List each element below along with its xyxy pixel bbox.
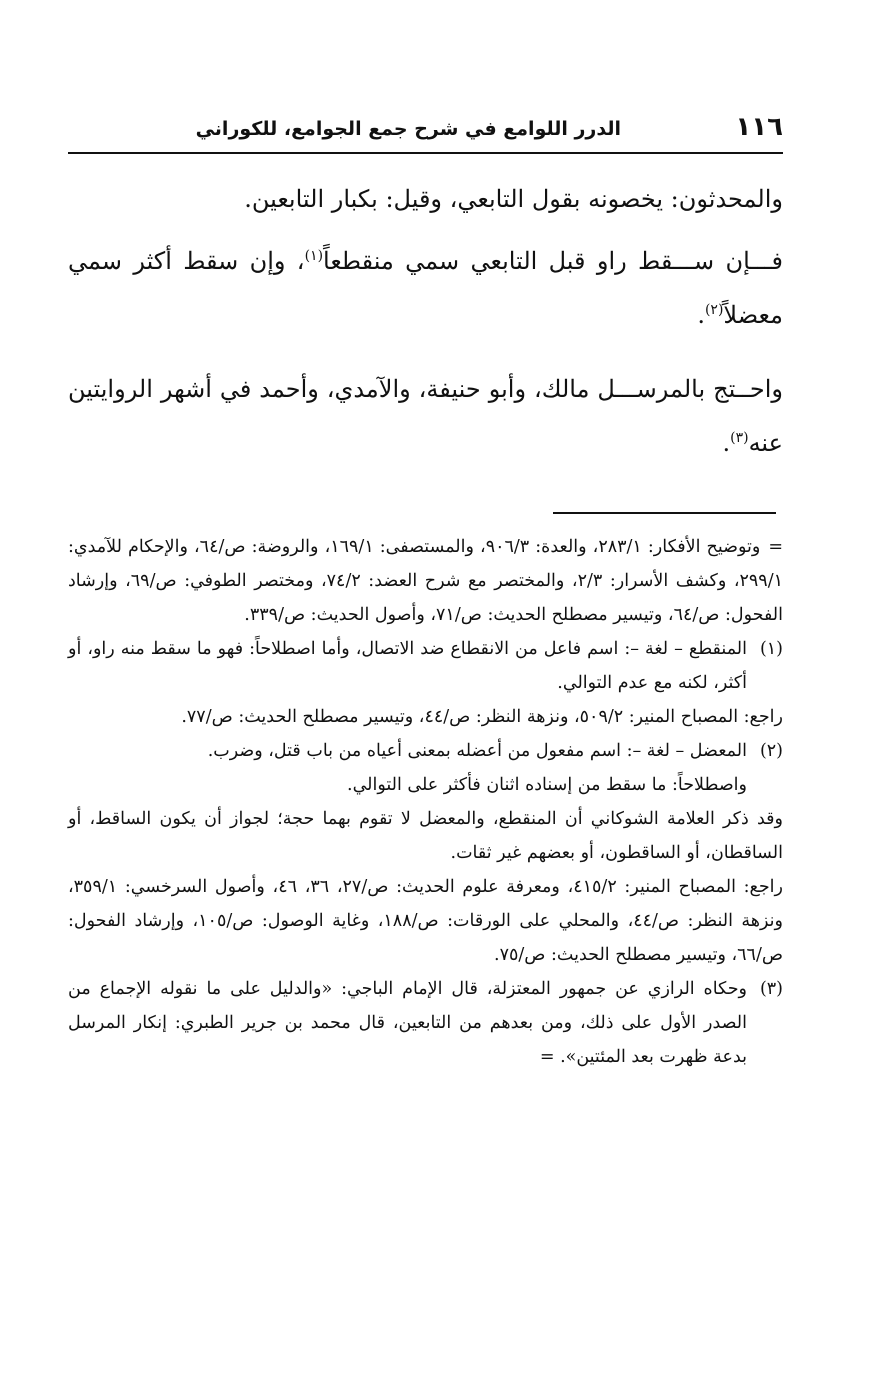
footnote-2-references: راجع: المصباح المنير: ٤١٥/٢، ومعرفة علوم الحديث: ص/٢٧، ٣٦، ٤٦، وأصول السرخسي: ٣٥٩/١، ونزهة النظر: ص/٤٤، والمحلي على الورقات: ص/١٨٨، وغاية الوصول: ص/١٠٥، وإرشاد الفحول: ص/٦٦، وتيسير مصطلح الحديث: ص/٧٥.	[68, 877, 783, 965]
footnote-2-term: واصطلاحاً: ما سقط من إسناده اثنان فأكثر على التوالي.	[347, 775, 747, 795]
footnote-1-references: راجع: المصباح المنير: ٥٠٩/٢، ونزهة النظر: ص/٤٤، وتيسير مصطلح الحديث: ص/٧٧.	[181, 707, 783, 727]
footnote-2-text: المعضل – لغة –: اسم مفعول من أعضله بمعنى أعياه من باب قتل، وضرب.	[207, 741, 747, 761]
main-paragraph-2-text-c: .	[697, 301, 705, 329]
running-title: الدرر اللوامع في شرح جمع الجوامع، للكوراني	[195, 118, 621, 140]
main-paragraph-1	[68, 172, 783, 226]
footnote-1-text: المنقطع – لغة –: اسم فاعل من الانقطاع ضد الاتصال، وأما اصطلاحاً: فهو ما سقط منه راو، أو أكثر، لكنه مع عدم التوالي.	[68, 639, 747, 693]
footnote-ref-1[interactable]: (١)	[304, 248, 324, 264]
footnote-2-note: وقد ذكر العلامة الشوكاني أن المنقطع، والمعضل لا تقوم بهما حجة؛ لجواز أن يكون الساقط، أو الساقطان، أو الساقطون، أو بعضهم غير ثقات.	[68, 809, 783, 863]
main-paragraph-3-text-b: .	[722, 429, 731, 457]
main-paragraph-3	[68, 362, 783, 470]
main-paragraph-3-text-a: واحــتج بالمرســـل مالك، وأبو حنيفة، والآمدي، وأحمد في أشهر الروايتين عنه	[68, 375, 783, 457]
footnote-1	[68, 632, 783, 700]
footnote-3-number: (٣)	[759, 979, 783, 999]
main-paragraph-2-text-b: ، وإن سقط أكثر سمي معضلاً	[68, 247, 783, 329]
continuation-mark: =	[768, 537, 783, 557]
page-header	[68, 108, 783, 152]
main-paragraph-2	[68, 234, 783, 342]
page-number: ١١٦	[735, 112, 783, 142]
footnote-3-body	[68, 972, 747, 1074]
footnote-separator	[553, 512, 776, 514]
footnote-1-number: (١)	[759, 639, 783, 659]
footnote-continuation-text: وتوضيح الأفكار: ٢٨٣/١، والعدة: ٩٠٦/٣، والمستصفى: ١٦٩/١، والروضة: ص/٦٤، والإحكام للآمدي: ٢٩٩/١، وكشف الأسرار: ٢/٣، والمختصر مع شرح العضد: ٧٤/٢، ومختصر الطوفي: ص/٦٩، وإرشاد الفحول: ص/٦٤، وتيسير مصطلح الحديث: ص/٧١، وأصول الحديث: ص/٣٣٩.	[68, 537, 783, 625]
footnote-ref-3[interactable]: (٣)	[730, 430, 749, 446]
footnote-2	[68, 734, 783, 768]
footnote-2-number: (٢)	[759, 741, 783, 761]
main-text	[68, 172, 783, 490]
footnote-3-continuation-mark: =	[539, 1047, 555, 1067]
footnote-ref-2[interactable]: (٢)	[704, 302, 724, 318]
main-paragraph-2-text-a: فـــإن ســـقط راو قبل التابعي سمي منقطعاً	[323, 247, 783, 275]
main-paragraph-1-text: والمحدثون: يخصونه بقول التابعي، وقيل: بكبار التابعين.	[244, 185, 783, 213]
footnote-3	[68, 972, 783, 1074]
footnote-continuation	[68, 530, 783, 632]
footnote-3-text: وحكاه الرازي عن جمهور المعتزلة، قال الإمام الباجي: «والدليل على ما نقوله الإجماع من الصدر الأول على ذلك، ومن بعدهم من التابعين، قال محمد بن جرير الطبري: إنكار المرسل بدعة ظهرت بعد المئتين».	[68, 979, 747, 1067]
header-rule	[68, 152, 783, 154]
footnotes	[68, 530, 783, 1074]
